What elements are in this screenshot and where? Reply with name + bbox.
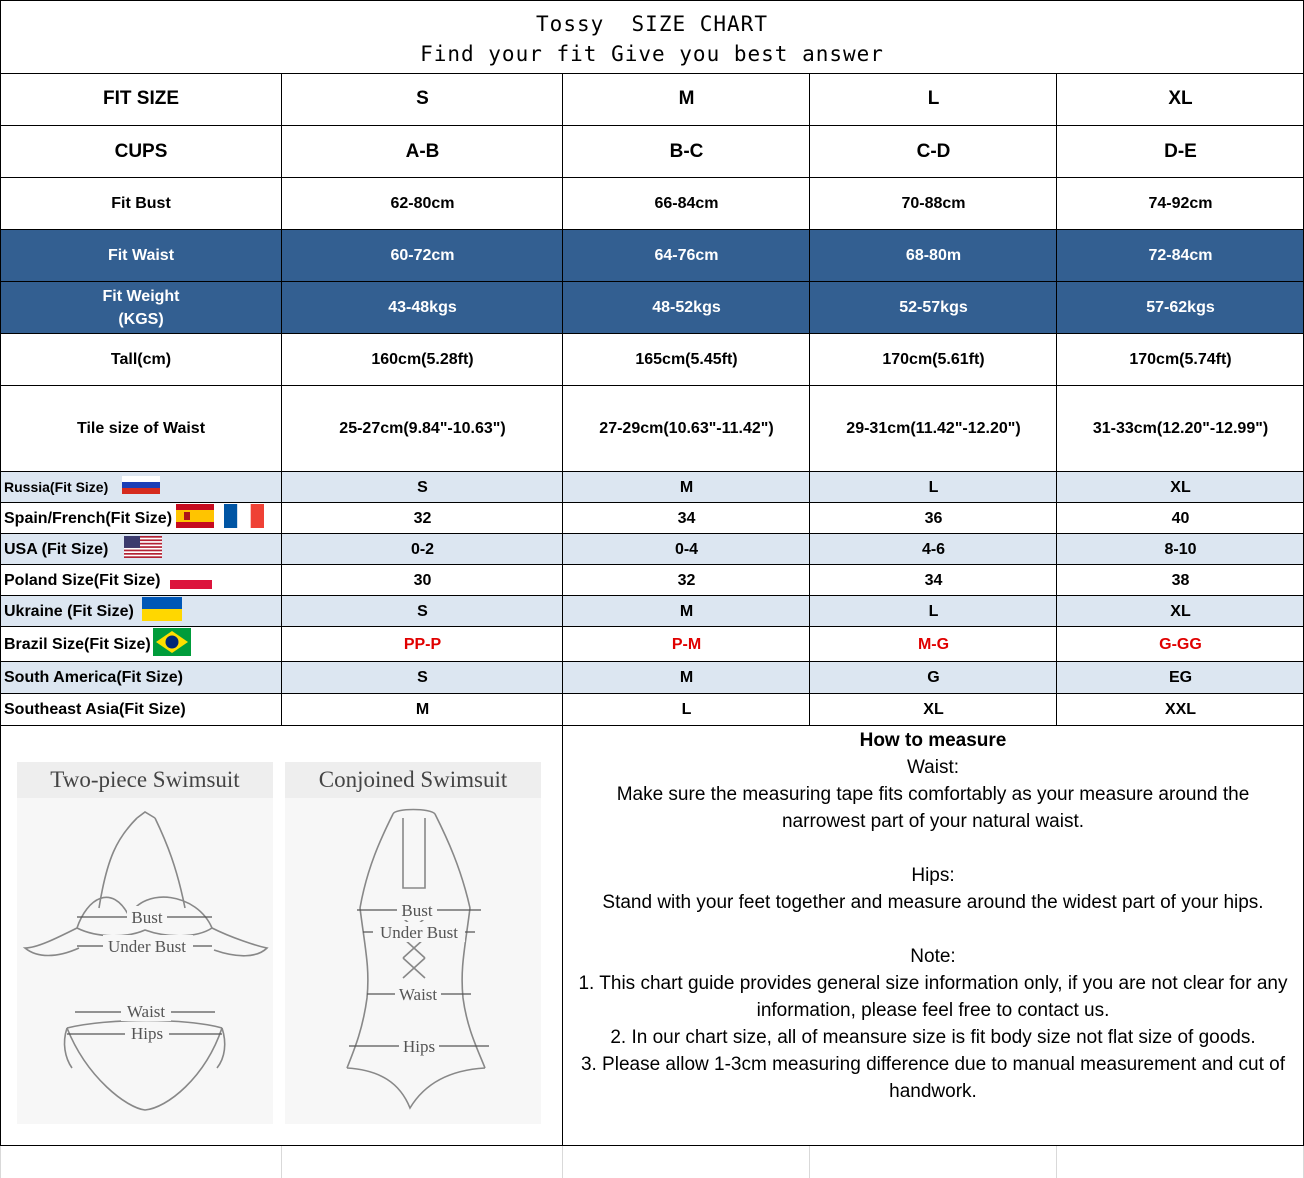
grid-line — [809, 1146, 810, 1178]
cell-tall-l: 170cm(5.61ft) — [882, 351, 985, 369]
country-label-southeast-asia — [0, 694, 282, 726]
grid-line — [0, 0, 1, 1145]
grid-line — [562, 1146, 563, 1178]
cell-brazil-xl: G-GG — [1159, 635, 1202, 653]
cell-fit-bust-s: 62-80cm — [390, 195, 455, 213]
hips-label: Hips: — [911, 865, 955, 886]
grid-line — [0, 125, 1304, 126]
cell-spain-m: 34 — [677, 509, 696, 527]
cell-usa-m: 0-4 — [563, 534, 810, 565]
grid-line — [0, 693, 1304, 694]
country-label-russia — [0, 472, 282, 503]
cell-usa-s: 0-2 — [282, 534, 563, 565]
fit-weight-unit: (KGS) — [118, 311, 164, 328]
brazil-flag-icon — [153, 628, 191, 661]
conjoined-sketch — [285, 798, 541, 1124]
grid-line — [1056, 73, 1057, 726]
two-piece-waist-label: Waist — [126, 1002, 166, 1021]
grid-line — [0, 661, 1304, 662]
cell-tall-m: 165cm(5.45ft) — [635, 351, 738, 369]
cell-russia-s: S — [282, 472, 563, 503]
country-label-poland — [0, 565, 282, 596]
grid-line — [0, 73, 1304, 74]
cell-fit-weight-xl: 57-62kgs — [1057, 282, 1304, 334]
poland-label: Poland Size(Fit Size) — [4, 571, 161, 589]
cell-south-america-xl: EG — [1057, 662, 1304, 694]
cell-spain-s: 32 — [413, 509, 432, 527]
cell-tile-waist-m: 27-29cm(10.63"-11.42") — [599, 420, 774, 438]
cell-usa-xl: 8-10 — [1057, 534, 1304, 565]
cell-spain-l: 36 — [924, 509, 943, 527]
two-piece-hips-label: Hips — [130, 1024, 164, 1043]
note-3: 3. Please allow 1-3cm measuring difference due to manual measurement and cut of handwork. — [580, 1054, 1286, 1102]
cell-fit-weight-s: 43-48kgs — [282, 282, 563, 334]
cell-fit-size-m: M — [678, 88, 695, 110]
cell-russia-xl: XL — [1057, 472, 1304, 503]
conjoined-diagram — [285, 762, 541, 1124]
grid-line — [0, 595, 1304, 596]
grid-line — [0, 564, 1304, 565]
cell-fit-waist-l: 68-80m — [810, 230, 1057, 282]
cell-fit-waist-m: 64-76cm — [563, 230, 810, 282]
spain-french-label: Spain/French(Fit Size) — [4, 509, 173, 527]
cell-southeast-asia-m: L — [681, 701, 692, 719]
cell-south-america-m: M — [563, 662, 810, 694]
cell-brazil-s: PP-P — [403, 635, 442, 653]
grid-line — [0, 1146, 1, 1178]
two-piece-sketch — [17, 798, 273, 1124]
country-label-spain-french — [0, 503, 282, 534]
row-label-fit-waist: Fit Waist — [0, 230, 282, 282]
cell-south-america-s: S — [282, 662, 563, 694]
cell-south-america-l: G — [810, 662, 1057, 694]
row-label-cups: CUPS — [114, 140, 168, 162]
cell-tile-waist-xl: 31-33cm(12.20"-12.99") — [1092, 420, 1269, 438]
grid-line — [281, 73, 282, 726]
cell-fit-weight-l: 52-57kgs — [810, 282, 1057, 334]
cell-southeast-asia-s: M — [415, 701, 430, 719]
row-label-fit-weight — [0, 282, 282, 334]
waist-label: Waist: — [906, 757, 960, 778]
cell-ukraine-m: M — [563, 596, 810, 627]
poland-flag-icon — [170, 575, 212, 594]
cell-fit-bust-xl: 74-92cm — [1148, 195, 1213, 213]
cell-southeast-asia-xl: XXL — [1164, 701, 1197, 719]
cell-ukraine-l: L — [810, 596, 1057, 627]
cell-poland-m: 32 — [677, 571, 696, 589]
grid-line — [281, 1146, 282, 1178]
grid-line — [0, 725, 1304, 726]
cell-fit-weight-m: 48-52kgs — [563, 282, 810, 334]
grid-line — [0, 471, 1304, 472]
conjoined-waist-label: Waist — [398, 985, 438, 1004]
cell-tall-xl: 170cm(5.74ft) — [1129, 351, 1232, 369]
brazil-label: Brazil Size(Fit Size) — [4, 635, 151, 653]
grid-line — [0, 533, 1304, 534]
cell-tile-waist-l: 29-31cm(11.42"-12.20") — [846, 420, 1021, 438]
cell-poland-xl: 38 — [1171, 571, 1190, 589]
cell-fit-waist-xl: 72-84cm — [1057, 230, 1304, 282]
waist-text: Make sure the measuring tape fits comfortably as your measure around the narrowest part of your natural waist. — [616, 784, 1250, 832]
hips-text: Stand with your feet together and measure around the widest part of your hips. — [602, 892, 1264, 913]
grid-line — [0, 1145, 1304, 1146]
grid-line — [809, 73, 810, 726]
cell-fit-bust-m: 66-84cm — [654, 195, 719, 213]
two-piece-diagram — [17, 762, 273, 1124]
cell-fit-size-s: S — [416, 88, 429, 110]
grid-line — [0, 0, 1304, 1]
conjoined-under-bust-label: Under Bust — [380, 923, 458, 942]
note-2: 2. In our chart size, all of meansure size is fit body size not flat size of goods. — [610, 1027, 1256, 1048]
country-label-brazil — [0, 627, 282, 662]
cell-cups-xl: D-E — [1164, 140, 1197, 162]
note-1: 1. This chart guide provides general size information only, if you are not clear for any information, please feel free to contact us. — [578, 973, 1288, 1021]
country-label-south-america — [0, 662, 282, 694]
france-flag-icon — [224, 504, 264, 533]
title-line-2: Find your fit Give you best answer — [420, 42, 884, 66]
conjoined-title: Conjoined Swimsuit — [285, 762, 541, 798]
grid-line — [0, 229, 1304, 230]
conjoined-bust-label: Bust — [401, 901, 433, 920]
cell-fit-size-l: L — [927, 88, 940, 110]
south-america-label: South America(Fit Size) — [4, 669, 183, 687]
cell-poland-s: 30 — [413, 571, 432, 589]
grid-line — [0, 177, 1304, 178]
two-piece-title: Two-piece Swimsuit — [17, 762, 273, 798]
grid-line — [0, 626, 1304, 627]
chart-title — [0, 0, 1304, 73]
cell-fit-waist-s: 60-72cm — [282, 230, 563, 282]
row-label-tile-waist: Tile size of Waist — [76, 420, 206, 438]
cell-tile-waist-s: 25-27cm(9.84"-10.63") — [339, 420, 506, 438]
note-label: Note: — [910, 946, 956, 967]
usa-label: USA (Fit Size) — [4, 540, 109, 558]
usa-flag-icon — [124, 536, 162, 563]
country-label-ukraine — [0, 596, 282, 627]
cell-ukraine-xl: XL — [1057, 596, 1304, 627]
russia-label: Russia(Fit Size) — [4, 479, 109, 496]
cell-cups-s: A-B — [405, 140, 440, 162]
grid-line — [0, 333, 1304, 334]
cell-ukraine-s: S — [282, 596, 563, 627]
cell-russia-m: M — [563, 472, 810, 503]
cell-poland-l: 34 — [924, 571, 943, 589]
row-label-tall: Tall(cm) — [110, 351, 172, 369]
spain-flag-icon — [176, 504, 214, 533]
cell-southeast-asia-l: XL — [923, 701, 944, 719]
ukraine-label: Ukraine (Fit Size) — [4, 602, 134, 620]
country-label-usa — [0, 534, 282, 565]
cell-fit-size-xl: XL — [1168, 88, 1193, 110]
fit-weight-label: Fit Weight — [102, 287, 180, 305]
two-piece-bust-label: Bust — [131, 908, 163, 927]
cell-fit-bust-l: 70-88cm — [901, 195, 966, 213]
conjoined-hips-label: Hips — [402, 1037, 436, 1056]
grid-line — [0, 281, 1304, 282]
two-piece-under-bust-label: Under Bust — [108, 937, 186, 956]
how-to-measure — [563, 727, 1303, 1145]
cell-usa-l: 4-6 — [810, 534, 1057, 565]
cell-brazil-l: M-G — [917, 635, 950, 653]
southeast-asia-label: Southeast Asia(Fit Size) — [4, 701, 186, 719]
row-label-fit-bust: Fit Bust — [111, 195, 171, 213]
russia-flag-icon — [122, 476, 160, 499]
ukraine-flag-icon — [142, 597, 182, 626]
cell-cups-m: B-C — [669, 140, 704, 162]
cell-cups-l: C-D — [916, 140, 951, 162]
cell-tall-s: 160cm(5.28ft) — [371, 351, 474, 369]
measure-heading: How to measure — [859, 730, 1007, 751]
title-line-1: Tossy SIZE CHART — [536, 12, 768, 36]
grid-line — [0, 385, 1304, 386]
grid-line — [1056, 1146, 1057, 1178]
cell-spain-xl: 40 — [1171, 509, 1190, 527]
row-label-fit-size: FIT SIZE — [103, 88, 179, 110]
cell-brazil-m: P-M — [671, 635, 702, 653]
cell-russia-l: L — [810, 472, 1057, 503]
grid-line — [0, 502, 1304, 503]
